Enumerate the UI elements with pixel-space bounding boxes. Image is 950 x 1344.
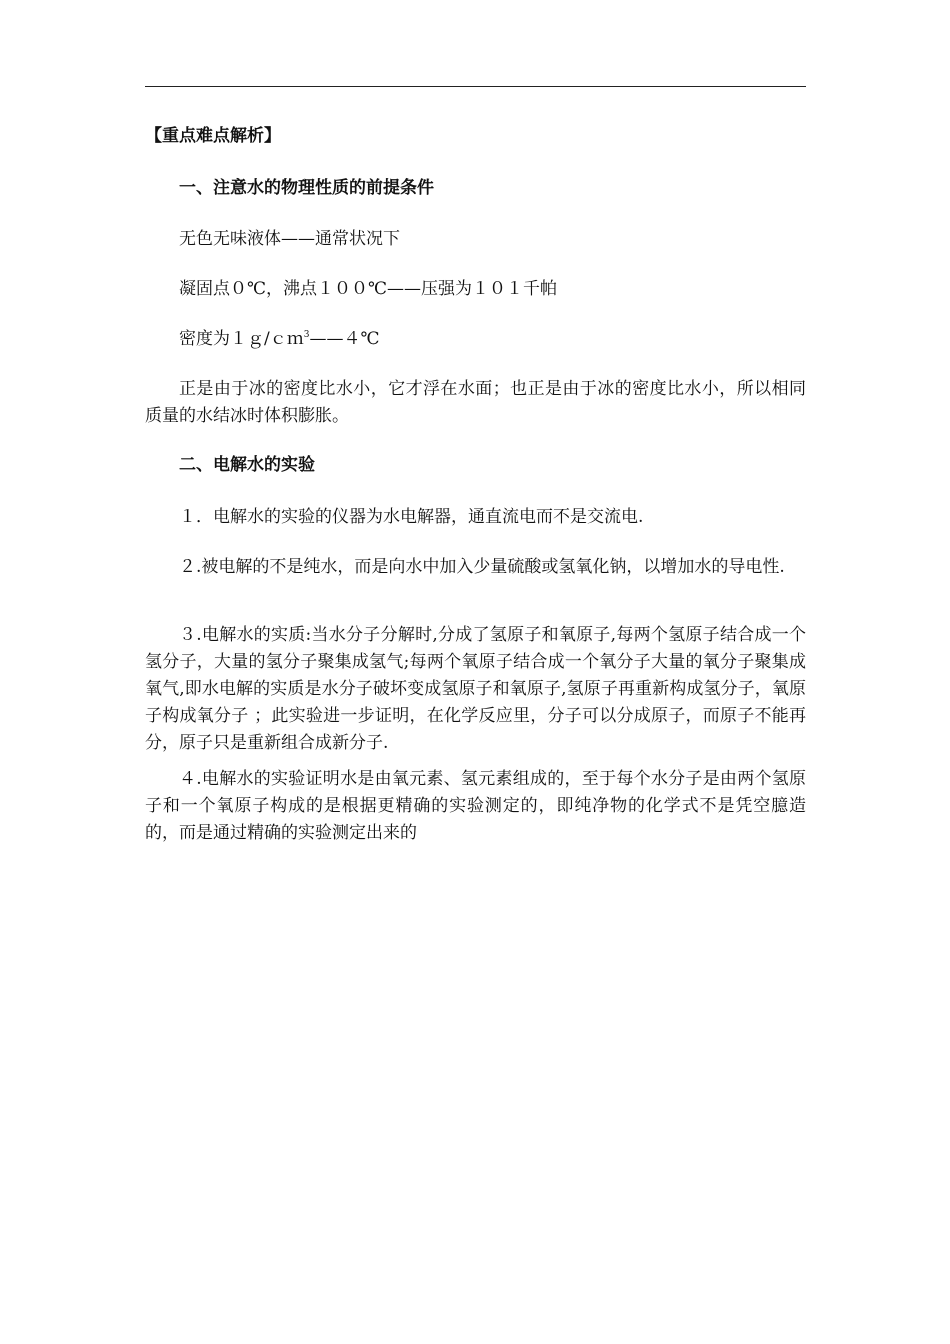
section1-paragraph: 正是由于冰的密度比水小，它才浮在水面；也正是由于冰的密度比水小，所以相同质量的水结冰时体积膨胀。 (145, 379, 806, 426)
section1-heading: 一、注意水的物理性质的前提条件 (179, 178, 434, 198)
section2-item2: ２.被电解的不是纯水，而是向水中加入少量硫酸或氢氧化钠，以增加水的导电性. (179, 557, 785, 577)
document-title: 【重点难点解析】 (145, 126, 281, 146)
section1-line2: 凝固点０℃，沸点１００℃——压强为１０１千帕 (179, 279, 558, 299)
section1-line3 (145, 326, 380, 352)
density-suffix: ——４℃ (309, 329, 380, 349)
density-exponent: 3 (303, 330, 310, 340)
section2-item1: １．电解水的实验的仪器为水电解器，通直流电而不是交流电. (179, 507, 644, 527)
header-rule (145, 86, 806, 87)
section2-heading: 二、电解水的实验 (179, 455, 315, 475)
section2-item3: ３.电解水的实质:当水分子分解时,分成了氢原子和氧原子,每两个氢原子结合成一个氢分子，大量的氢分子聚集成氢气;每两个氧原子结合成一个氧分子大量的氧分子聚集成氧气,即水电解的实质是水分子破坏变成氢原子和氧原子,氢原子再重新构成氢分子，氧原子构成氧分子 ；此实验进一步证明，在化学反应里，分子可以分成原子，而原子不能再分，原子只是重新组合成新分子. (145, 625, 806, 753)
section2-item4: ４.电解水的实验证明水是由氧元素、氢元素组成的，至于每个水分子是由两个氢原子和一个氧原子构成的是根据更精确的实验测定的，即纯净物的化学式不是凭空臆造的，而是通过精确的实验测定出来的 (145, 769, 806, 843)
section1-line1: 无色无味液体——通常状况下 (179, 229, 400, 249)
density-prefix: 密度为１ｇ/ｃｍ (179, 329, 304, 349)
